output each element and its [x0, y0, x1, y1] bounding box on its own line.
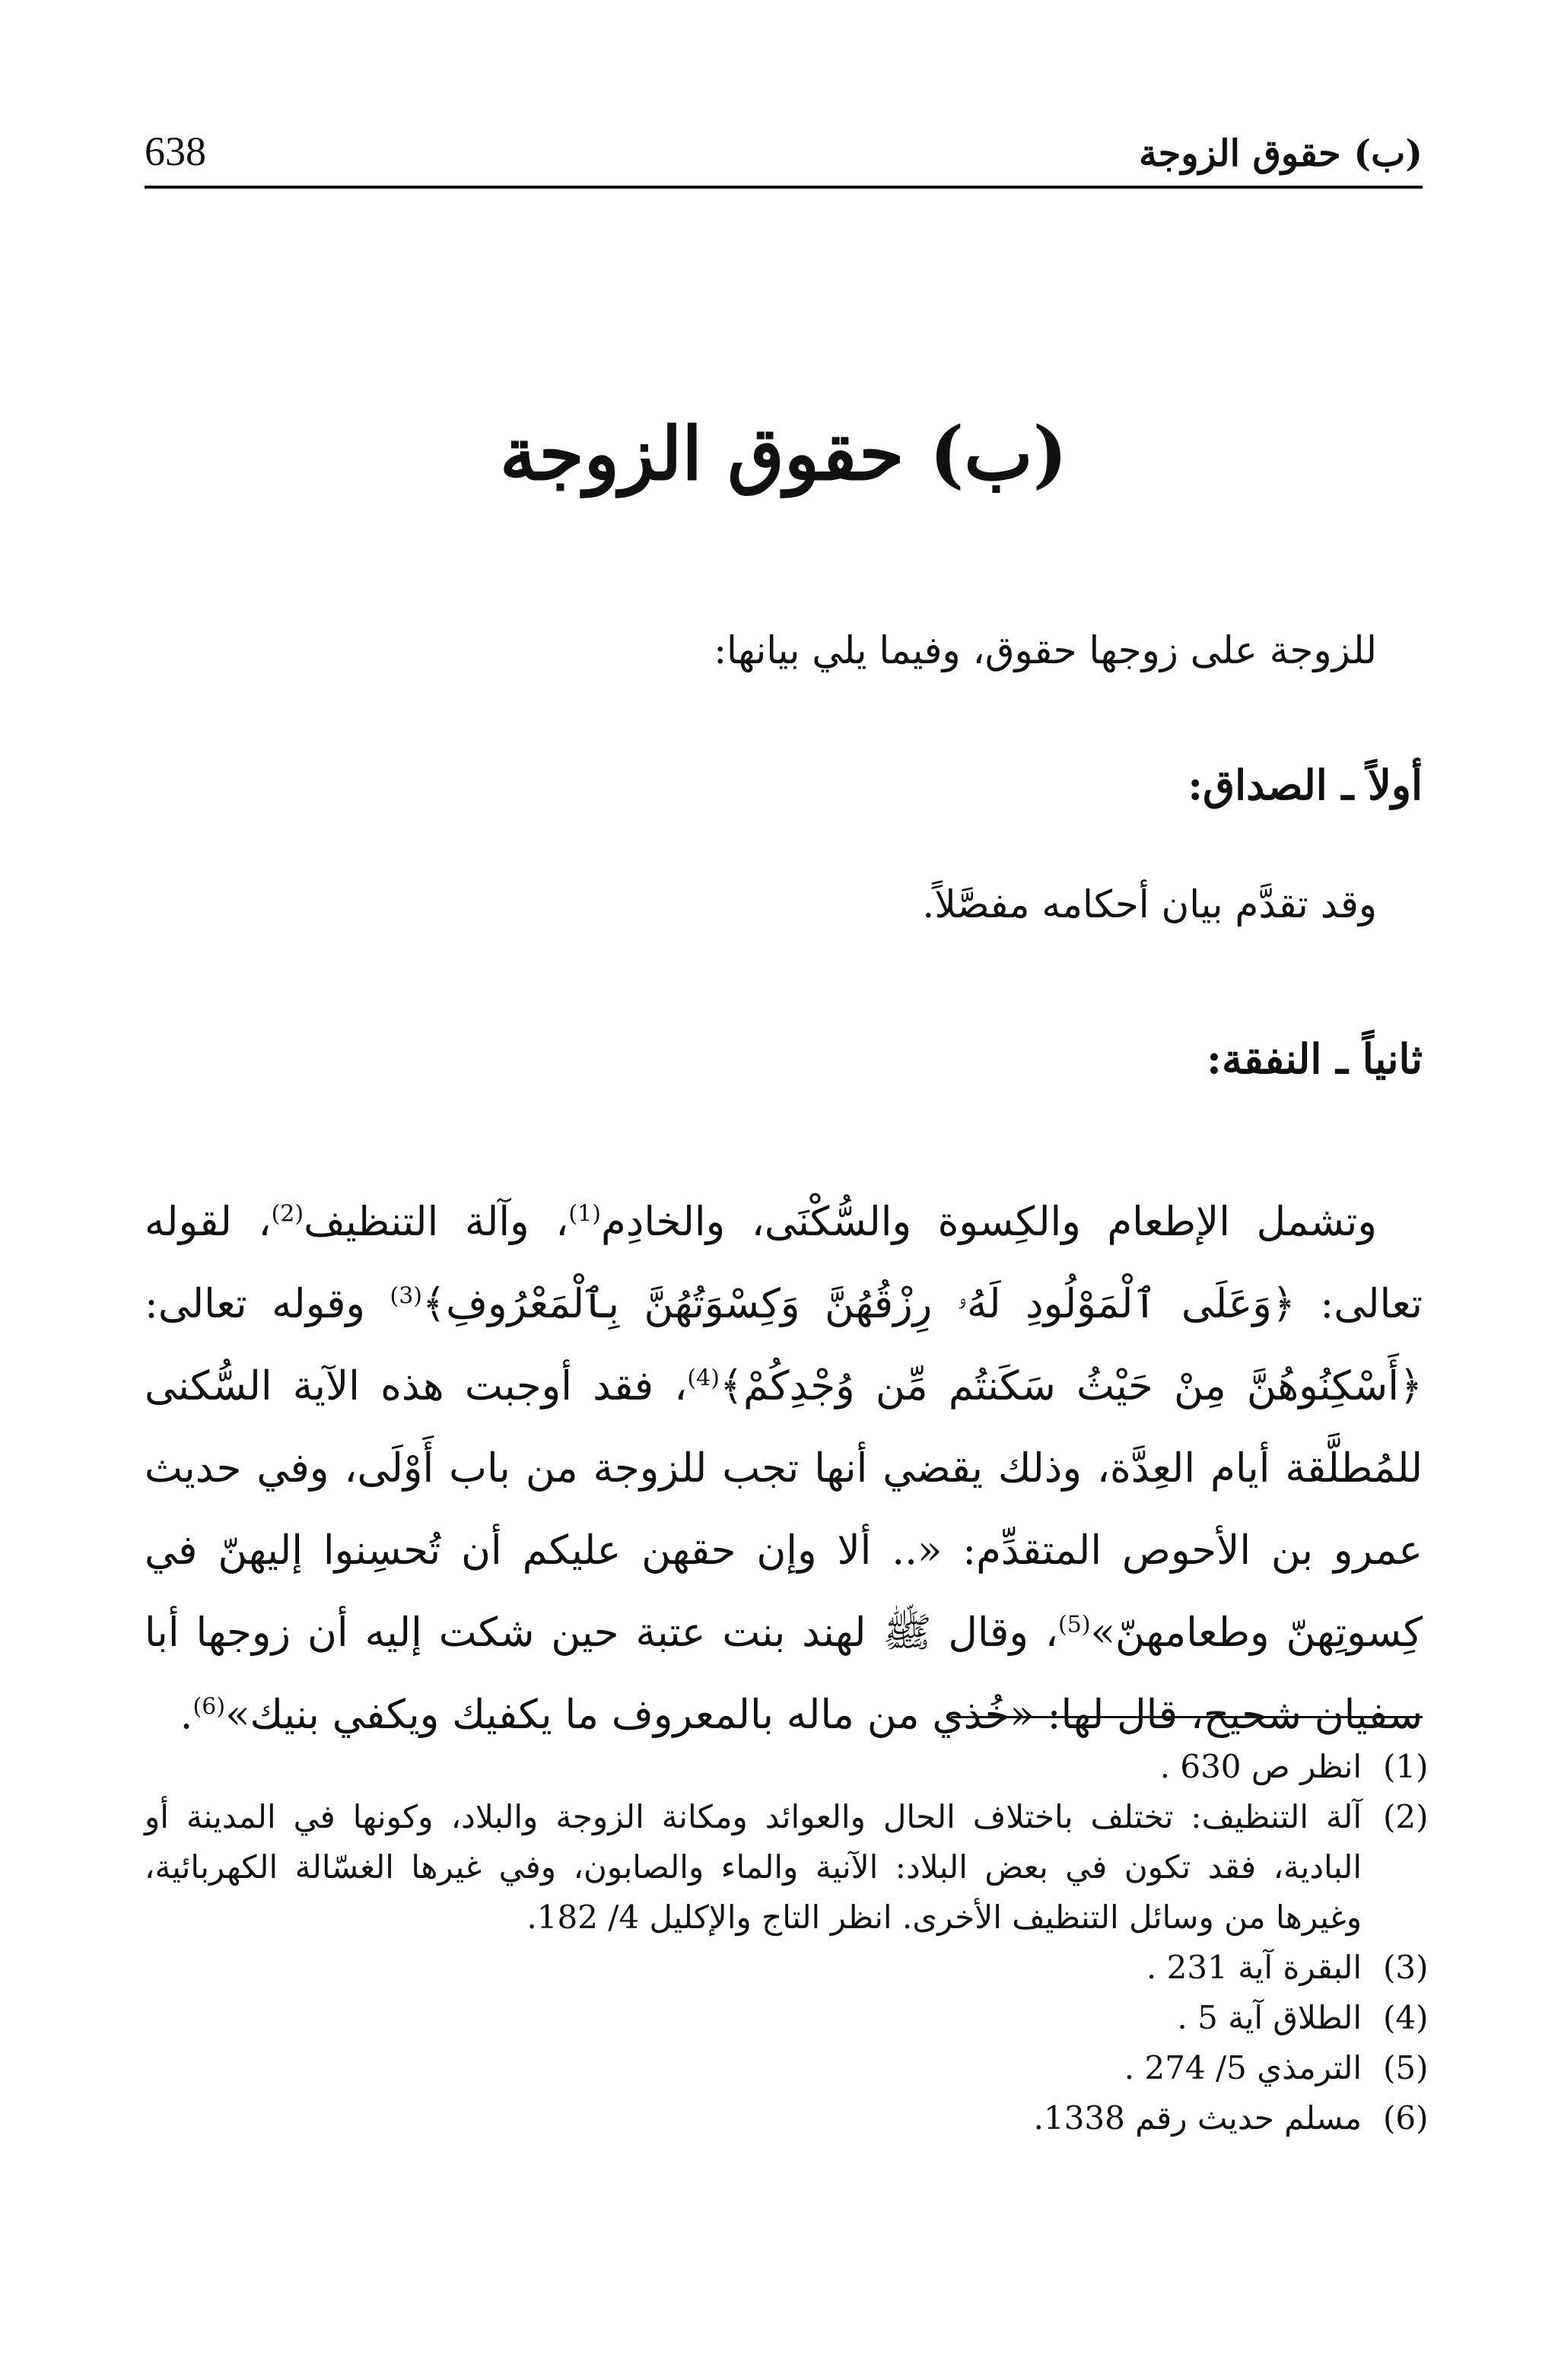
- footnote-marker: (3): [1383, 1949, 1429, 1986]
- page-header: [145, 114, 1423, 189]
- footnote-text: البقرة آية 231 .: [1146, 1949, 1362, 1986]
- section-heading-maintenance: ثانياً ـ النفقة:: [1207, 1034, 1423, 1083]
- footnote-divider: [951, 1716, 1423, 1718]
- section-heading-dowry: أولاً ـ الصداق:: [1188, 761, 1423, 809]
- paragraph-text: ، فقد أوجبت هذه الآية السُّكنى للمُطلَّقة أيام العِدَّة، وذلك يقضي أنها تجب للزوجة من باب أَوْلَى، وفي حديث عمرو بن الأحوص المتقدِّم: «.. ألا وإن حقهن عليكم أن تُحسِنوا إليهنّ في كِسوتِهنّ وطعامهنّ»: [145, 1363, 1423, 1656]
- footnote-ref-1[interactable]: (1): [568, 1200, 601, 1228]
- footnote-item: [145, 1993, 1429, 2043]
- maintenance-paragraph: [145, 1181, 1423, 1756]
- paragraph-text: وتشمل الإطعام والكِسوة والسُّكْنَى، والخادِم: [600, 1199, 1377, 1245]
- footnote-text: الترمذي 5/ 274 .: [1124, 2049, 1362, 2086]
- footnote-text: آلة التنظيف: تختلف باختلاف الحال والعوائد ومكانة الزوجة والبلاد، وكونها في المدينة أو البادية، فقد تكون في بعض البلاد: الآنية والماء والصابون، وفي غيرها الغسّالة الكهربائية، وغيرها من وسائل التنظيف الأخرى. انظر التاج والإكليل 4/ 182.: [145, 1798, 1362, 1936]
- footnotes-list: [145, 1742, 1429, 2143]
- footnote-marker: (2): [1383, 1798, 1429, 1835]
- footnote-ref-6[interactable]: (6): [192, 1693, 226, 1721]
- quran-quote: وقوله تعالى: ﴿أَسْكِنُوهُنَّ مِنْ حَيْثُ سَكَنتُم مِّن وُجْدِكُمْ﴾: [145, 1281, 1423, 1409]
- chapter-title: (ب) حقوق الزوجة: [499, 411, 1068, 497]
- quran-quote: ، لقوله تعالى: ﴿وَعَلَى ٱلْمَوْلُودِ لَهُۥ رِزْقُهُنَّ وَكِسْوَتُهُنَّ بِٱلْمَعْرُوفِ﴾: [145, 1199, 1423, 1327]
- footnote-marker: (1): [1383, 1748, 1429, 1785]
- footnote-ref-2[interactable]: (2): [271, 1200, 304, 1228]
- paragraph-text: ، وقال ﷺ لهند بنت عتبة حين شكت إليه أن زوجها أبا سفيان شحيح، قال لها: «خُذي من ماله بالمعروف ما يكفيك ويكفي بنيك»: [145, 1609, 1423, 1738]
- book-page: [145, 0, 1429, 2380]
- page-number: 638: [145, 129, 206, 174]
- footnote-marker: (5): [1383, 2049, 1429, 2086]
- footnote-item: [145, 2043, 1429, 2093]
- footnote-ref-3[interactable]: (3): [390, 1282, 423, 1310]
- section-text-dowry: وقد تقدَّم بيان أحكامه مفصَّلاً.: [922, 882, 1377, 926]
- footnote-text: انظر ص 630 .: [1159, 1748, 1362, 1785]
- footnote-ref-4[interactable]: (4): [687, 1365, 720, 1392]
- footnote-text: الطلاق آية 5 .: [1177, 1999, 1362, 2036]
- intro-text: للزوجة على زوجها حقوق، وفيما يلي بيانها:: [714, 628, 1377, 672]
- running-title: (ب) حقوق الزوجة: [1138, 132, 1423, 175]
- paragraph-text: .: [180, 1692, 193, 1738]
- footnote-item: [145, 1792, 1429, 1943]
- footnote-ref-5[interactable]: (5): [1058, 1611, 1091, 1638]
- footnote-item: [145, 1742, 1429, 1792]
- paragraph-text: ، وآلة التنظيف: [304, 1199, 569, 1245]
- footnote-text: مسلم حديث رقم 1338.: [1033, 2099, 1362, 2137]
- footnote-item: [145, 1943, 1429, 1993]
- footnote-item: [145, 2093, 1429, 2143]
- footnote-marker: (6): [1383, 2099, 1429, 2137]
- footnote-marker: (4): [1383, 1999, 1429, 2036]
